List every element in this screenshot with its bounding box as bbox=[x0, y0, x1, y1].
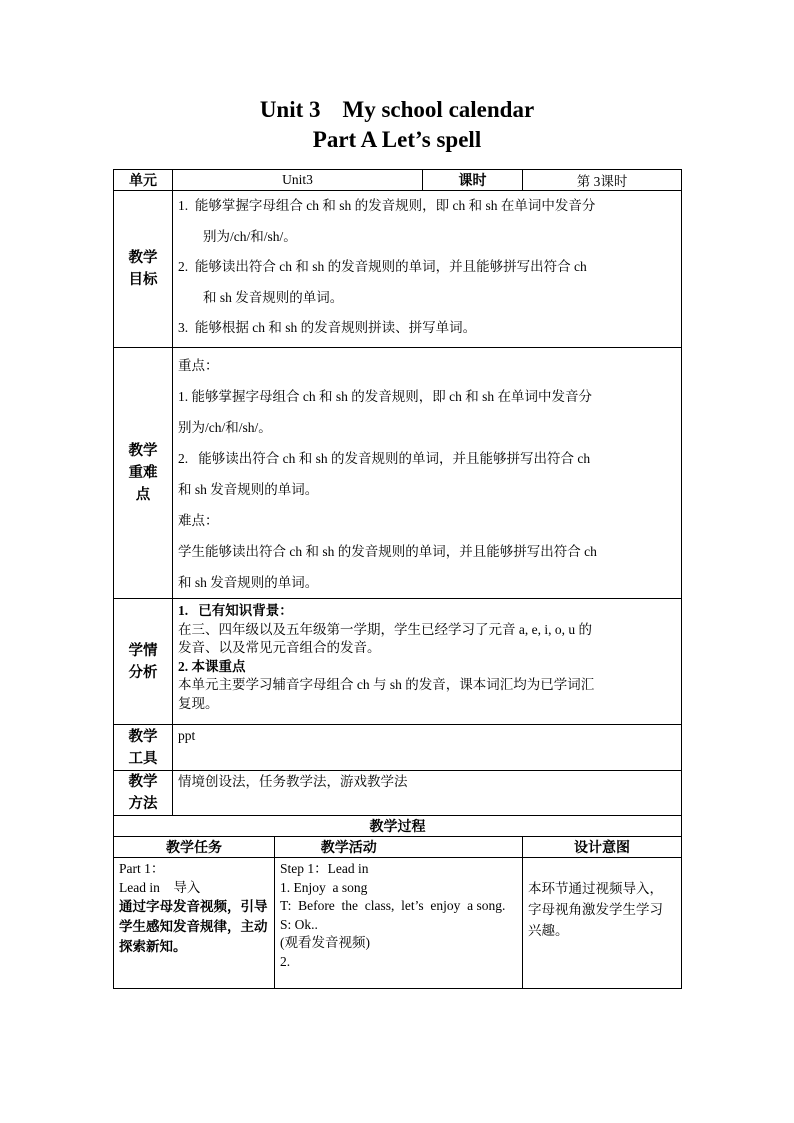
process-columns-row bbox=[114, 837, 682, 858]
key-line-2: 1. 能够掌握字母组合 ch 和 sh 的发音规则，即 ch 和 sh 在单词中发音分 bbox=[178, 389, 592, 404]
goal-2-line1: 能够读出符合 ch 和 sh 的发音规则的单词，并且能够拼写出符合 ch bbox=[194, 259, 587, 274]
period-label: 课时 bbox=[423, 170, 523, 191]
period-value: 第 3课时 bbox=[523, 170, 682, 191]
activity-line-6: 2. bbox=[280, 953, 291, 969]
key-points-content bbox=[173, 348, 682, 599]
tools-row bbox=[114, 725, 682, 771]
document-title bbox=[0, 96, 794, 124]
process-header-row bbox=[114, 816, 682, 837]
methods-value: 情境创设法，任务教学法，游戏教学法 bbox=[173, 771, 682, 816]
unit-label: 单元 bbox=[114, 170, 173, 191]
title-unit: Unit 3 bbox=[259, 97, 321, 122]
intent-text: 本环节通过视频导入，字母视角激发学生学习兴趣。 bbox=[528, 881, 664, 938]
process-activity-cell bbox=[275, 858, 523, 989]
process-intent-cell bbox=[523, 858, 682, 989]
goals-label bbox=[114, 191, 173, 348]
activity-line-1: Step 1：Lead in bbox=[280, 861, 369, 876]
key-points-label bbox=[114, 348, 173, 599]
analysis-content bbox=[173, 599, 682, 725]
analysis-para-1b: 发音、以及常见元音组合的发音。 bbox=[178, 640, 381, 655]
methods-row bbox=[114, 771, 682, 816]
col-task-header: 教学任务 bbox=[114, 837, 275, 858]
key-line-8: 和 sh 发音规则的单词。 bbox=[178, 575, 319, 590]
key-line-3: 别为/ch/和/sh/。 bbox=[178, 420, 272, 435]
analysis-label bbox=[114, 599, 173, 725]
task-line-2: Lead in 导入 bbox=[119, 879, 201, 895]
title-name: My school calendar bbox=[342, 97, 535, 122]
goals-label-text: 教学 目标 bbox=[128, 250, 158, 288]
key-line-7: 学生能够读出符合 ch 和 sh 的发音规则的单词，并且能够拼写出符合 ch bbox=[178, 544, 597, 559]
col-intent-header: 设计意图 bbox=[523, 837, 682, 858]
analysis-label-text: 学情 分析 bbox=[128, 642, 158, 681]
tools-label-text: 教学 工具 bbox=[128, 728, 158, 767]
goals-content bbox=[173, 191, 682, 348]
analysis-row bbox=[114, 599, 682, 725]
process-task-cell bbox=[114, 858, 275, 989]
key-points-label-text: 教学 重难 点 bbox=[128, 443, 158, 503]
activity-line-5: (观看发音视频) bbox=[280, 935, 370, 950]
goal-1-num: 1. bbox=[178, 198, 189, 213]
methods-label-text: 教学 方法 bbox=[128, 774, 158, 812]
col-activity-header: 教学活动 bbox=[275, 837, 423, 858]
lesson-plan-table bbox=[113, 169, 682, 989]
process-part1-row bbox=[114, 858, 682, 989]
task-line-1: Part 1： bbox=[119, 861, 165, 876]
task-bold-text: 通过字母发音视频，引导学生感知发音规律，主动探索新知。 bbox=[119, 899, 268, 954]
analysis-heading-1: 1. 已有知识背景： bbox=[178, 603, 293, 618]
key-line-1: 重点： bbox=[178, 358, 219, 373]
goal-1-line1: 能够掌握字母组合 ch 和 sh 的发音规则，即 ch 和 sh 在单词中发音分 bbox=[194, 198, 596, 213]
analysis-heading-2: 2. 本课重点 bbox=[178, 658, 246, 674]
analysis-para-2a: 本单元主要学习辅音字母组合 ch 与 sh 的发音，课本词汇均为已学词汇 bbox=[178, 677, 595, 692]
col-activity-spacer bbox=[423, 837, 523, 858]
process-header: 教学过程 bbox=[114, 816, 682, 837]
goal-3-num: 3. bbox=[178, 320, 189, 335]
key-line-4: 2. 能够读出符合 ch 和 sh 的发音规则的单词，并且能够拼写出符合 ch bbox=[178, 451, 591, 466]
key-line-6: 难点： bbox=[178, 513, 219, 528]
goal-1-line2: 别为/ch/和/sh/。 bbox=[203, 228, 297, 244]
key-line-5: 和 sh 发音规则的单词。 bbox=[178, 482, 319, 497]
activity-line-3: T: Before the class, let’s enjoy a song. bbox=[280, 898, 506, 913]
unit-value: Unit3 bbox=[173, 170, 423, 191]
goals-row bbox=[114, 191, 682, 348]
activity-line-2: 1. Enjoy a song bbox=[280, 879, 368, 895]
analysis-para-1a: 在三、四年级以及五年级第一学期，学生已经学习了元音 a, e, i, o, u 的 bbox=[178, 621, 592, 637]
tools-label bbox=[114, 725, 173, 771]
activity-line-4: S: Ok.. bbox=[280, 916, 318, 932]
key-points-row bbox=[114, 348, 682, 599]
tools-value: ppt bbox=[173, 725, 682, 771]
goal-2-line2: 和 sh 发音规则的单词。 bbox=[203, 289, 344, 305]
goal-2-num: 2. bbox=[178, 259, 189, 274]
goal-3-line1: 能够根据 ch 和 sh 的发音规则拼读、拼写单词。 bbox=[194, 320, 477, 335]
info-row bbox=[114, 170, 682, 191]
document-subtitle: Part A Let’s spell bbox=[312, 127, 482, 152]
methods-label bbox=[114, 771, 173, 816]
analysis-para-2b: 复现。 bbox=[178, 695, 219, 711]
